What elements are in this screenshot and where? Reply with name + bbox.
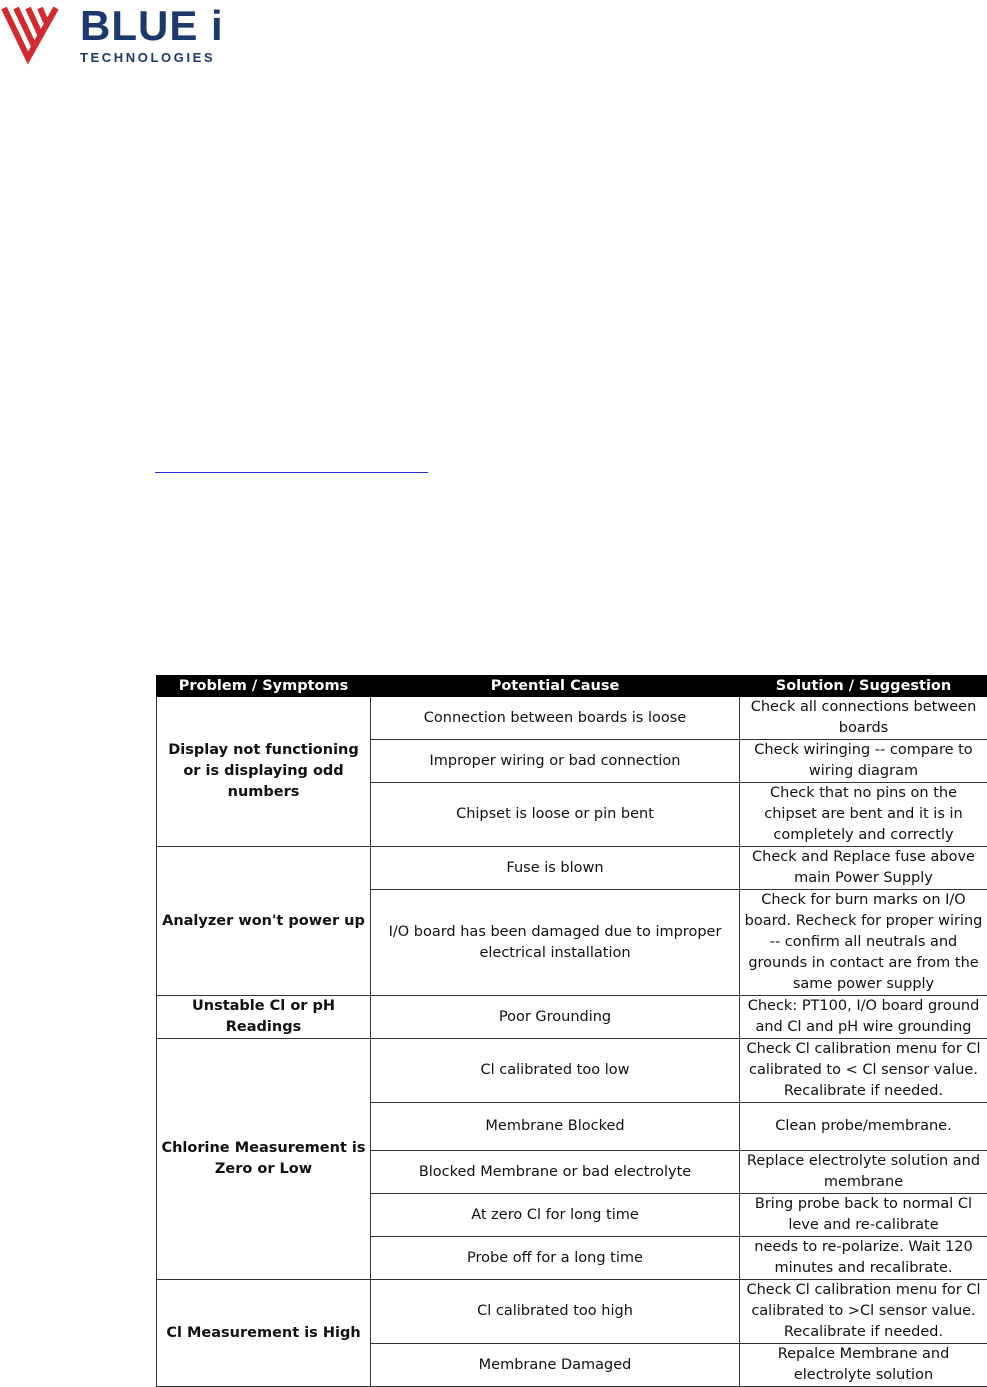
brand-tagline: TECHNOLOGIES — [80, 50, 215, 66]
solution-cell: Check for burn marks on I/O board. Recheck for proper wiring -- confirm all neutrals and grounds in contact are from the same power supply — [740, 890, 987, 996]
solution-cell: Check: PT100, I/O board ground and Cl and pH wire grounding — [740, 996, 987, 1039]
table-row — [157, 1280, 987, 1344]
cause-cell: Chipset is loose or pin bent — [371, 783, 740, 847]
table-header-row — [157, 676, 987, 697]
blue-i-shield-icon — [0, 0, 76, 66]
solution-cell: Check all connections between boards — [740, 697, 987, 740]
solution-cell: Replace electrolyte solution and membrane — [740, 1151, 987, 1194]
solution-cell: needs to re-polarize. Wait 120 minutes and recalibrate. — [740, 1237, 987, 1280]
cause-cell: Cl calibrated too high — [371, 1280, 740, 1344]
solution-cell: Clean probe/membrane. — [740, 1103, 987, 1151]
cause-cell: Cl calibrated too low — [371, 1039, 740, 1103]
header-solution: Solution / Suggestion — [740, 676, 987, 697]
table-row — [157, 1039, 987, 1103]
solution-cell: Check that no pins on the chipset are bent and it is in completely and correctly — [740, 783, 987, 847]
company-logo — [0, 0, 230, 70]
cause-cell: Fuse is blown — [371, 847, 740, 890]
cause-cell: Connection between boards is loose — [371, 697, 740, 740]
solution-cell: Check Cl calibration menu for Cl calibrated to < Cl sensor value. Recalibrate if needed. — [740, 1039, 987, 1103]
solution-cell: Check Cl calibration menu for Cl calibrated to >Cl sensor value. Recalibrate if needed. — [740, 1280, 987, 1344]
cause-cell: Poor Grounding — [371, 996, 740, 1039]
solution-cell: Check wiringing -- compare to wiring diagram — [740, 740, 987, 783]
header-cause: Potential Cause — [371, 676, 740, 697]
table-row — [157, 847, 987, 890]
solution-cell: Bring probe back to normal Cl leve and re-calibrate — [740, 1194, 987, 1237]
hyperlink-underline[interactable] — [155, 457, 428, 473]
cause-cell: I/O board has been damaged due to improper electrical installation — [371, 890, 740, 996]
problem-cell: Display not functioning or is displaying odd numbers — [157, 697, 371, 847]
solution-cell: Check and Replace fuse above main Power Supply — [740, 847, 987, 890]
troubleshooting-table — [156, 675, 987, 1387]
solution-cell: Repalce Membrane and electrolyte solution — [740, 1344, 987, 1387]
problem-cell: Unstable Cl or pH Readings — [157, 996, 371, 1039]
cause-cell: At zero Cl for long time — [371, 1194, 740, 1237]
problem-cell: Cl Measurement is High — [157, 1280, 371, 1387]
table-row — [157, 996, 987, 1039]
problem-cell: Analyzer won't power up — [157, 847, 371, 996]
header-problem: Problem / Symptoms — [157, 676, 371, 697]
cause-cell: Probe off for a long time — [371, 1237, 740, 1280]
table-row — [157, 697, 987, 740]
cause-cell: Improper wiring or bad connection — [371, 740, 740, 783]
cause-cell: Membrane Blocked — [371, 1103, 740, 1151]
cause-cell: Membrane Damaged — [371, 1344, 740, 1387]
brand-name: BLUE i — [80, 4, 224, 48]
problem-cell: Chlorine Measurement is Zero or Low — [157, 1039, 371, 1280]
cause-cell: Blocked Membrane or bad electrolyte — [371, 1151, 740, 1194]
